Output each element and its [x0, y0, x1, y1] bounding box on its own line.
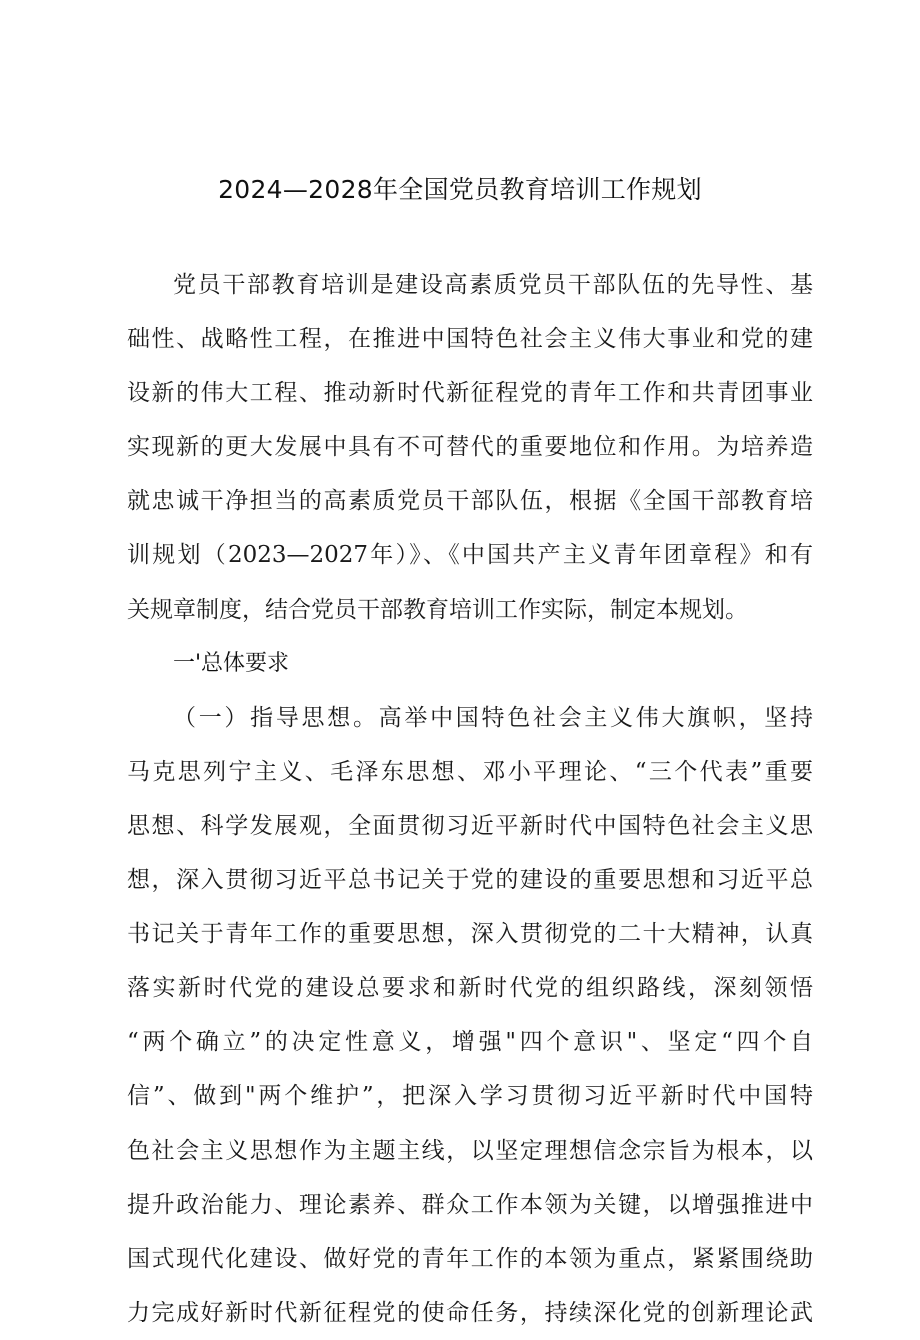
- section-line: 落实新时代党的建设总要求和新时代党的组织路线，深刻领悟: [127, 975, 813, 1002]
- section-heading: 一'总体要求: [173, 650, 290, 676]
- section-line: 想，深入贯彻习近平总书记关于党的建设的重要思想和习近平总: [127, 867, 813, 894]
- section-line: （一）指导思想。高举中国特色社会主义伟大旗帜，坚持: [173, 704, 813, 731]
- intro-line: 党员干部教育培训是建设高素质党员干部队伍的先导性、基: [173, 272, 813, 298]
- section-line: 思想、科学发展观，全面贯彻习近平新时代中国特色社会主义思: [127, 812, 813, 839]
- section-line: “两个确立”的决定性意义，增强"四个意识"、坚定“四个自: [127, 1029, 813, 1056]
- section-line: 国式现代化建设、做好党的青年工作的本领为重点，紧紧围绕助: [127, 1245, 813, 1272]
- intro-line: 训规划（2023—2027年）》、《中国共产主义青年团章程》和有: [127, 542, 813, 569]
- section-line: 色社会主义思想作为主题主线，以坚定理想信念宗旨为根本，以: [127, 1137, 813, 1164]
- intro-line: 设新的伟大工程、推动新时代新征程党的青年工作和共青团事业: [127, 380, 813, 407]
- section-line: 书记关于青年工作的重要思想，深入贯彻党的二十大精神，认真: [127, 921, 813, 948]
- intro-line: 实现新的更大发展中具有不可替代的重要地位和作用。为培养造: [127, 434, 813, 461]
- intro-line: 础性、战略性工程，在推进中国特色社会主义伟大事业和党的建: [127, 326, 813, 353]
- intro-line: 关规章制度，结合党员干部教育培训工作实际，制定本规划。: [127, 596, 748, 623]
- section-line: 信”、做到"两个维护”，把深入学习贯彻习近平新时代中国特: [127, 1083, 813, 1110]
- section-line: 提升政治能力、理论素养、群众工作本领为关键，以增强推进中: [127, 1191, 813, 1218]
- document-title: 2024—2028年全国党员教育培训工作规划: [218, 175, 702, 204]
- section-line: 马克思列宁主义、毛泽东思想、邓小平理论、“三个代表”重要: [127, 758, 813, 785]
- document-body: [127, 258, 813, 1340]
- intro-line: 就忠诚干净担当的高素质党员干部队伍，根据《全国干部教育培: [127, 488, 813, 515]
- section-line: 力完成好新时代新征程党的使命任务，持续深化党的创新理论武: [127, 1299, 813, 1326]
